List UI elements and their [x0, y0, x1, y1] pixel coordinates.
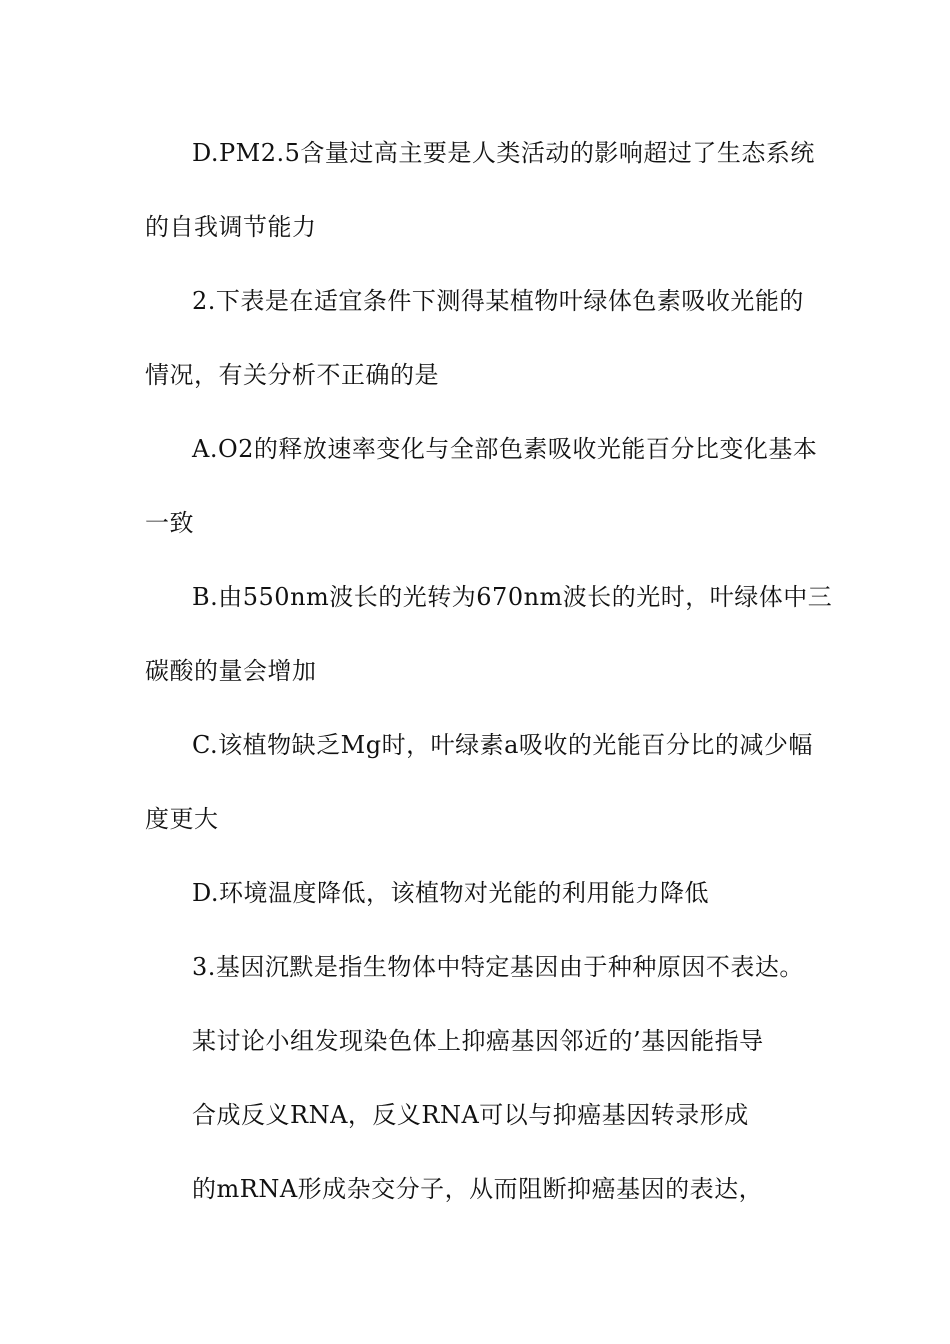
q2-option-d-line: D.环境温度降低，该植物对光能的利用能力降低 [192, 879, 710, 907]
option-d-pm25-line-1: D.PM2.5含量过高主要是人类活动的影响超过了生态系统 [192, 139, 815, 167]
q2-option-b-line-1: B.由550nm波长的光转为670nm波长的光时，叶绿体中三 [192, 583, 833, 611]
q2-option-c-line-2: 度更大 [145, 805, 219, 833]
question-2-line-2: 情况，有关分析不正确的是 [145, 361, 439, 389]
q2-option-a-line-1: A.O2的释放速率变化与全部色素吸收光能百分比变化基本 [192, 435, 818, 463]
question-2-line-1: 2.下表是在适宜条件下测得某植物叶绿体色素吸收光能的 [192, 287, 804, 315]
option-d-pm25-line-2: 的自我调节能力 [145, 213, 317, 241]
question-3-line-3: 合成反义RNA，反义RNA可以与抑癌基因转录形成 [192, 1101, 749, 1129]
q2-option-b-line-2: 碳酸的量会增加 [145, 657, 317, 685]
question-3-line-4: 的mRNA形成杂交分子，从而阻断抑癌基因的表达， [192, 1175, 764, 1203]
q2-option-c-line-1: C.该植物缺乏Mg时，叶绿素a吸收的光能百分比的减少幅 [192, 731, 813, 759]
q2-option-a-line-2: 一致 [145, 509, 194, 537]
question-3-line-2: 某讨论小组发现染色体上抑癌基因邻近的’基因能指导 [192, 1027, 764, 1055]
question-3-line-1: 3.基因沉默是指生物体中特定基因由于种种原因不表达。 [192, 953, 804, 981]
